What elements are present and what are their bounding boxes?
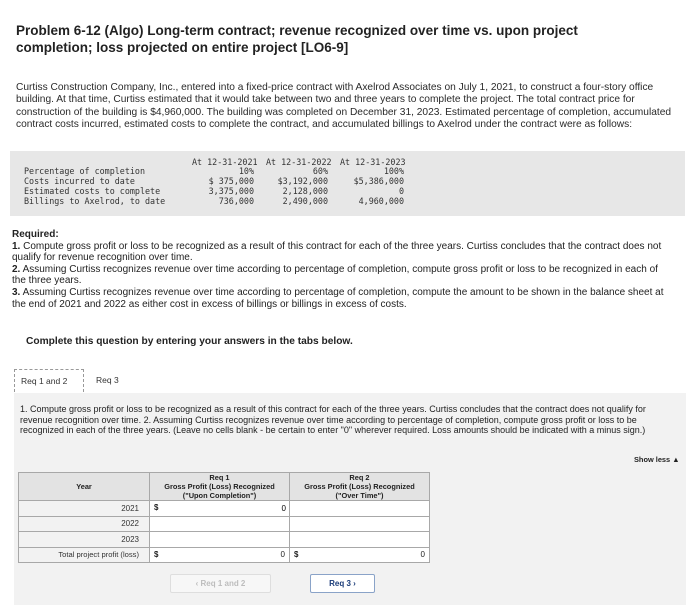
table-row xyxy=(19,501,430,517)
value-cell: 3,375,000 xyxy=(208,186,254,196)
value-cell: 2,128,000 xyxy=(282,186,328,196)
year-label: 2021 xyxy=(19,501,150,517)
col-header-2021: At 12-31-2021 xyxy=(192,157,258,167)
row-label-estimated: Estimated costs to complete xyxy=(24,186,161,196)
header-req2-line3: ("Over Time") xyxy=(335,491,384,500)
row-label-billings: Billings to Axelrod, to date xyxy=(24,196,166,206)
req1-input-2022[interactable] xyxy=(150,517,289,532)
value-cell: 10% xyxy=(238,166,254,176)
question-text: 1. Compute gross profit or loss to be recognized as a result of this contract for each of the three years. Curtiss concludes that the contract does not qualify for revenue recognition over time. 2. Assuming Curtiss recognizes revenue over time according to percentage of completion, compute gross profit or loss to be recognized in each of the three years. (Leave no cells blank - be certain to enter "0" wherever required. Loss amounts should be indicated with a minus sign.) xyxy=(20,404,646,436)
value-cell: 2,490,000 xyxy=(282,196,328,206)
problem-intro: Curtiss Construction Company, Inc., entered into a fixed-price contract with Axelrod Associates on July 1, 2021, to construct a four-story office building. At that time, Curtiss estimated that it would take between two and three years to complete the project. The total contract price for construction of the building is $4,960,000. The building was completed on December 31, 2023. Estimated percentage of completion, accumulated contract costs incurred, estimated costs to complete the contract, and accumulated billings to Axelrod under the contract were as follows: xyxy=(16,82,672,131)
prev-button[interactable]: ‹ Req 1 and 2 xyxy=(170,574,271,593)
required-num: 2. xyxy=(12,263,21,275)
currency-sign: $ xyxy=(154,503,159,512)
req1-total-cell xyxy=(150,547,290,563)
value-cell: 0 xyxy=(398,186,404,196)
row-label-percentage: Percentage of completion xyxy=(24,166,146,176)
req1-input-2023[interactable] xyxy=(150,532,289,547)
required-section xyxy=(12,229,672,310)
req2-cell xyxy=(290,532,430,548)
required-item xyxy=(12,287,672,310)
total-label: Total project profit (loss) xyxy=(19,547,150,563)
required-text: Compute gross profit or loss to be recognized as a result of this contract for each of the three years. Curtiss concludes that the contract does not qualify for revenue recognition over time. xyxy=(12,240,662,264)
req2-cell xyxy=(290,516,430,532)
required-num: 1. xyxy=(12,240,21,252)
complete-instruction: Complete this question by entering your answers in the tabs below. xyxy=(26,336,353,347)
value-cell: 60% xyxy=(312,166,328,176)
next-button[interactable]: Req 3 › xyxy=(310,574,375,593)
table-row-total xyxy=(19,547,430,563)
value-cell: 4,960,000 xyxy=(358,196,404,206)
col-header-2023: At 12-31-2023 xyxy=(340,157,406,167)
required-item xyxy=(12,241,672,264)
table-row xyxy=(19,532,430,548)
show-less-toggle[interactable]: Show less ▲ xyxy=(634,455,680,464)
req2-total-value: 0 xyxy=(420,549,425,559)
req2-cell xyxy=(290,501,430,517)
header-req2 xyxy=(290,473,430,501)
req1-total-value: 0 xyxy=(280,549,285,559)
tab-req-3[interactable]: Req 3 xyxy=(96,375,119,385)
required-num: 3. xyxy=(12,286,21,298)
req2-input-2022[interactable] xyxy=(290,517,429,532)
value-cell: $3,192,000 xyxy=(277,176,328,186)
answer-table xyxy=(18,472,430,563)
value-cell: 100% xyxy=(383,166,404,176)
req1-cell xyxy=(150,532,290,548)
currency-sign: $ xyxy=(294,549,299,559)
header-req2-line2: Gross Profit (Loss) Recognized xyxy=(304,482,415,491)
req2-input-2023[interactable] xyxy=(290,532,429,547)
year-label: 2023 xyxy=(19,532,150,548)
table-row xyxy=(19,516,430,532)
req1-cell xyxy=(150,516,290,532)
header-year: Year xyxy=(19,473,150,501)
required-item xyxy=(12,264,672,287)
req1-cell xyxy=(150,501,290,517)
year-label: 2022 xyxy=(19,516,150,532)
req2-input-2021[interactable] xyxy=(290,501,429,516)
required-heading: Required: xyxy=(12,229,59,240)
tab-req-1-and-2[interactable]: Req 1 and 2 xyxy=(14,369,84,392)
value-cell: $ 375,000 xyxy=(208,176,254,186)
header-req1-line2: Gross Profit (Loss) Recognized xyxy=(164,482,275,491)
required-text: Assuming Curtiss recognizes revenue over time according to percentage of completion, compute gross profit or loss to be recognized in each of the three years. xyxy=(12,263,658,287)
required-text: Assuming Curtiss recognizes revenue over time according to percentage of completion, compute the amount to be shown in the balance sheet at the end of 2021 and 2022 as either cost in excess of billings or billings in excess of costs. xyxy=(12,286,664,310)
header-req2-line1: Req 2 xyxy=(349,473,370,482)
row-label-costs: Costs incurred to date xyxy=(24,176,135,186)
currency-sign: $ xyxy=(154,549,159,559)
problem-title: Problem 6-12 (Algo) Long-term contract; revenue recognized over time vs. upon project completion; loss projected on entire project [LO6-9] xyxy=(16,23,578,55)
header-req1-line1: Req 1 xyxy=(209,473,230,482)
value-cell: 736,000 xyxy=(218,196,254,206)
value-cell: $5,386,000 xyxy=(353,176,404,186)
header-req1-line3: ("Upon Completion") xyxy=(182,491,257,500)
req1-input-2021[interactable] xyxy=(150,501,289,516)
header-req1 xyxy=(150,473,290,501)
req2-total-cell xyxy=(290,547,430,563)
col-header-2022: At 12-31-2022 xyxy=(266,157,332,167)
